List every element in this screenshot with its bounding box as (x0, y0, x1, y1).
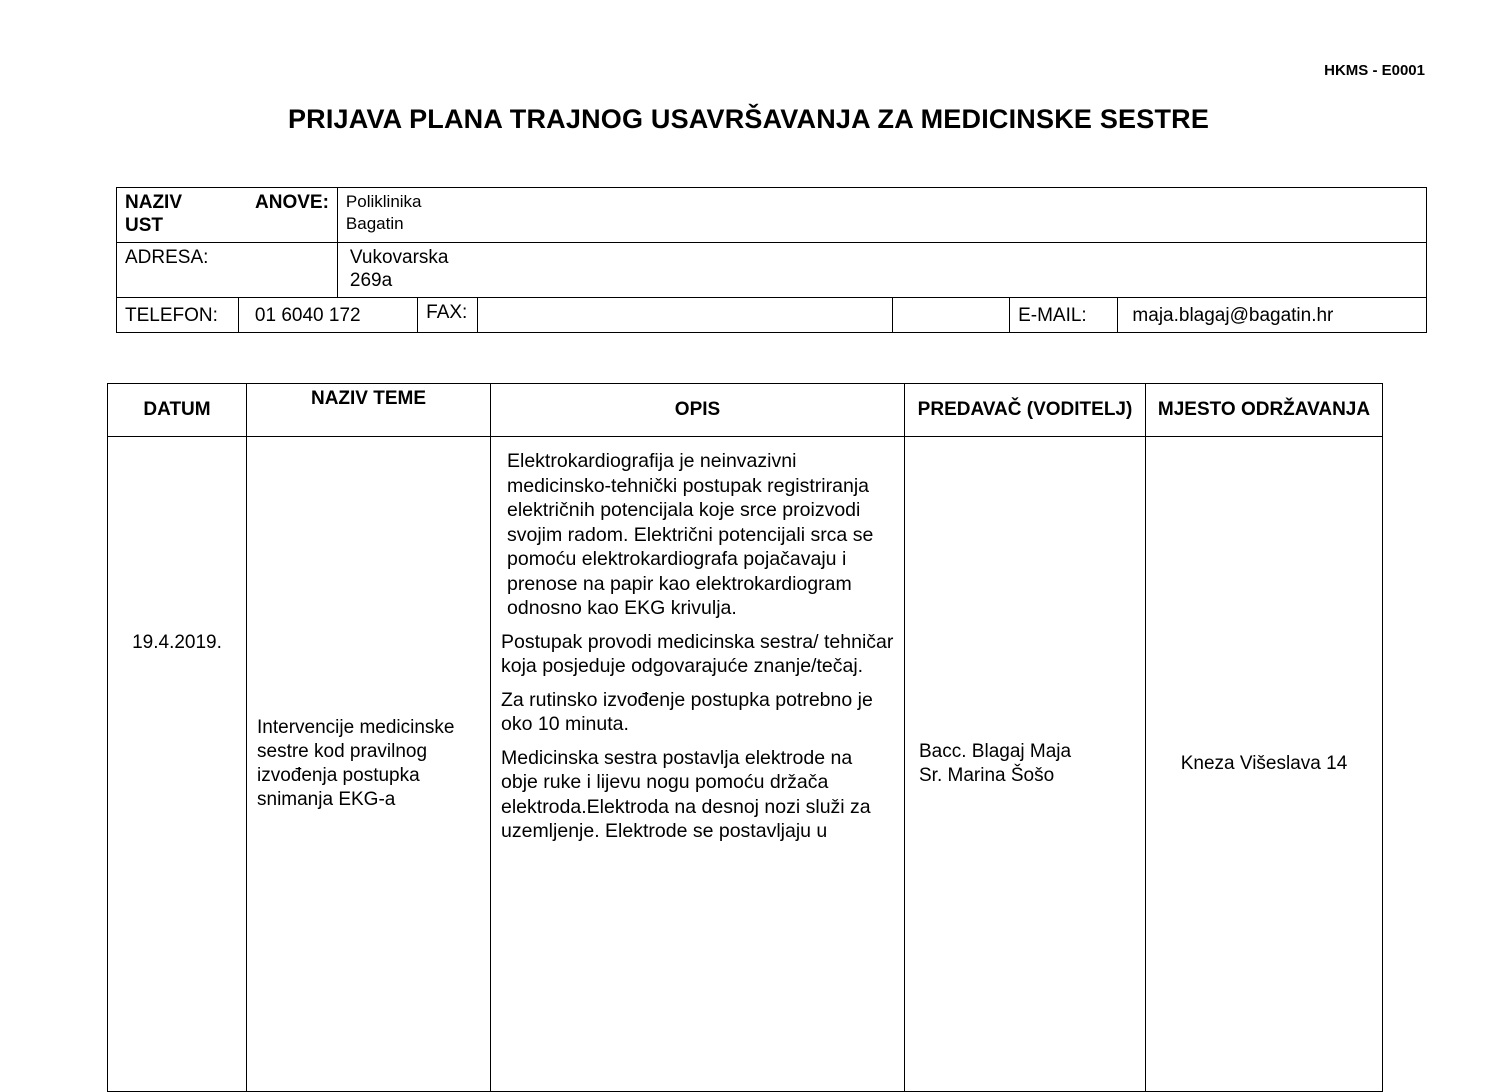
opis-paragraph: Medicinska sestra postavlja elektrode na obje ruke i lijevu nogu pomoću držača elektroda.Elektroda na desnoj nozi služi za uzemljenje. Elektrode se postavljaju u (501, 746, 871, 842)
adresa-value: Vukovarska 269a (337, 243, 1426, 298)
cell-opis (491, 437, 905, 1092)
header-naziv-teme: NAZIV TEME (247, 384, 491, 437)
telefon-label: TELEFON: (117, 298, 239, 333)
opis-paragraph: Za rutinsko izvođenje postupka potrebno je oko 10 minuta. (501, 688, 873, 735)
contact-row (117, 298, 1427, 333)
plan-table (107, 383, 1383, 1092)
institution-info-table (116, 187, 1427, 333)
page-title: PRIJAVA PLANA TRAJNOG USAVRŠAVANJA ZA MEDICINSKE SESTRE (287, 104, 1210, 134)
form-code: HKMS - E0001 (1324, 62, 1425, 79)
cell-naziv-teme: Intervencije medicinske sestre kod pravilnog izvođenja postupka snimanja EKG-a (247, 437, 491, 1092)
header-datum: DATUM (108, 384, 247, 437)
opis-paragraph: Postupak provodi medicinska sestra/ tehničar koja posjeduje odgovarajuće znanje/tečaj. (501, 630, 894, 677)
header-mjesto: MJESTO ODRŽAVANJA (1146, 384, 1383, 437)
fax-label: FAX: (418, 298, 478, 332)
email-value: maja.blagaj@bagatin.hr (1118, 298, 1427, 333)
fax-value (478, 298, 892, 332)
naziv-label-right: ANOVE: (255, 192, 329, 213)
cell-mjesto: Kneza Višeslava 14 (1146, 437, 1383, 1092)
naziv-row (117, 188, 1427, 243)
cell-predavac (905, 437, 1146, 1092)
naziv-value: Poliklinika Bagatin (337, 188, 1426, 243)
header-opis: OPIS (491, 384, 905, 437)
adresa-row (117, 243, 1427, 298)
telefon-value: 01 6040 172 (238, 298, 417, 333)
adresa-label: ADRESA: (117, 243, 338, 298)
naziv-label-line2: UST (125, 215, 163, 236)
opis-paragraph: Elektrokardiografija je neinvazivni medicinsko-tehnički postupak registriranja električnih potencijala koje srce proizvodi svojim radom. Električni potencijali srca se pomoću elektrokardiografa pojačavaju i prenose na papir kao elektrokardiogram odnosno kao EKG krivulja. (507, 450, 874, 619)
email-label: E-MAIL: (1010, 298, 1118, 333)
naziv-label (117, 188, 338, 243)
fax-cell (418, 298, 893, 333)
header-predavac: PREDAVAČ (VODITELJ) (905, 384, 1146, 437)
cell-datum: 19.4.2019. (108, 437, 247, 1092)
extra-empty-cell (893, 298, 1010, 333)
predavac-line: Sr. Marina Šošo (919, 765, 1055, 786)
table-row (108, 437, 1383, 1092)
plan-header-row (108, 384, 1383, 437)
naziv-label-left: NAZIV (125, 192, 182, 213)
predavac-line: Bacc. Blagaj Maja (919, 741, 1072, 762)
